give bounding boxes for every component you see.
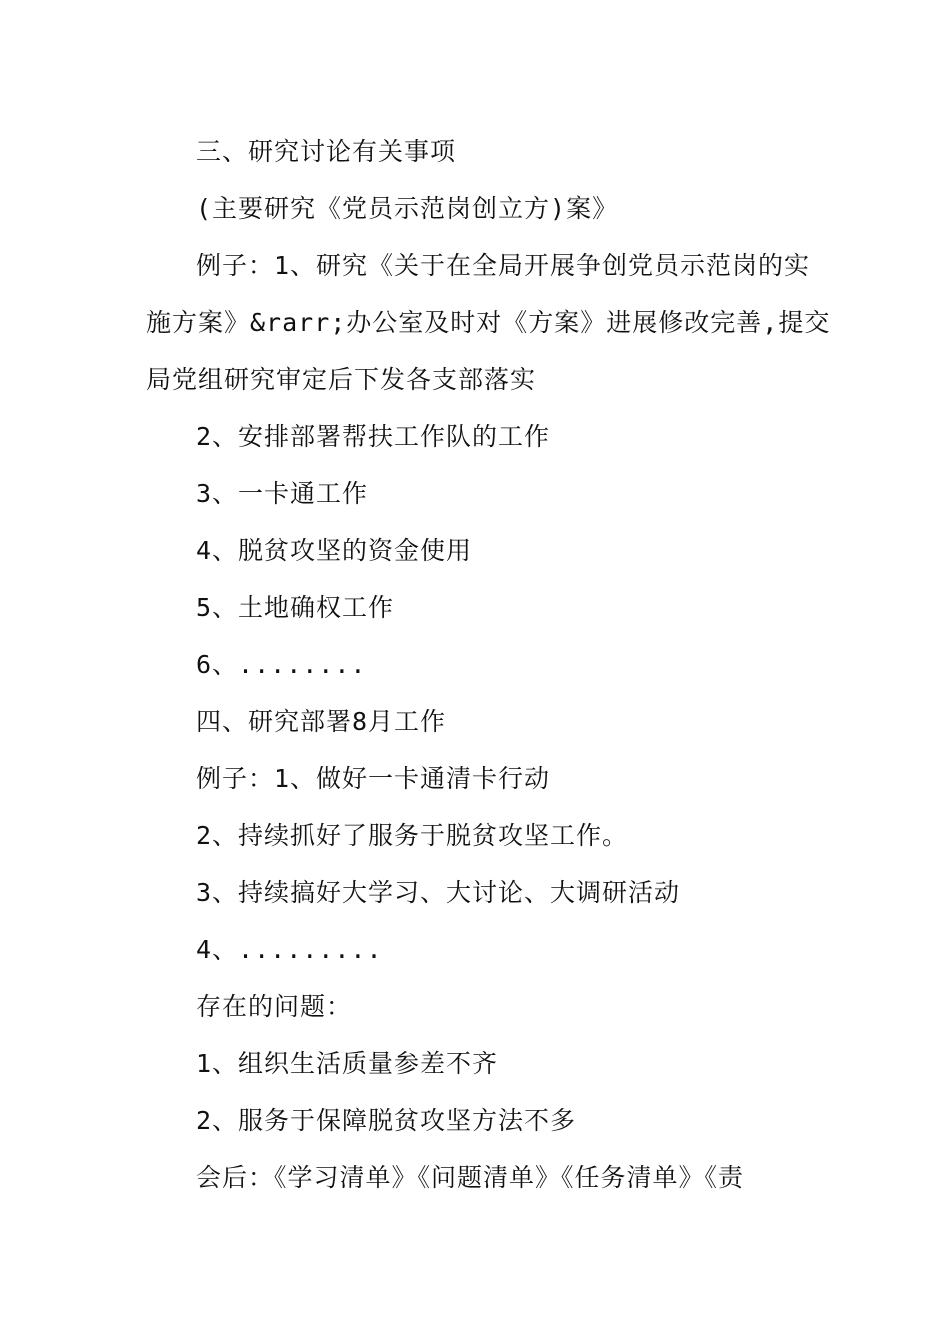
paragraph-line: 例子：1、研究《关于在全局开展争创党员示范岗的实 — [196, 251, 811, 280]
list-item: 6、........ — [196, 650, 367, 679]
list-item: 1、组织生活质量参差不齐 — [196, 1049, 499, 1078]
paragraph-line: 局党组研究审定后下发各支部落实 — [146, 365, 537, 394]
section-heading-problems: 存在的问题： — [196, 992, 353, 1021]
list-item: 2、安排部署帮扶工作队的工作 — [196, 422, 551, 451]
list-item: 2、服务于保障脱贫攻坚方法不多 — [196, 1106, 577, 1135]
list-item: 2、持续抓好了服务于脱贫攻坚工作。 — [196, 821, 629, 850]
paragraph-line: 会后：《学习清单》《问题清单》《任务清单》《责 — [196, 1163, 745, 1192]
list-item: 4、......... — [196, 935, 383, 964]
paragraph-line: 施方案》&rarr;办公室及时对《方案》进展修改完善,提交 — [146, 308, 831, 337]
list-item: 5、土地确权工作 — [196, 593, 395, 622]
list-item: 例子：1、做好一卡通清卡行动 — [196, 764, 551, 793]
section-heading-4: 四、研究部署8月工作 — [196, 707, 447, 736]
list-item: 3、一卡通工作 — [196, 479, 369, 508]
list-item: 4、脱贫攻坚的资金使用 — [196, 536, 473, 565]
section-heading-3: 三、研究讨论有关事项 — [196, 137, 457, 166]
list-item: 3、持续搞好大学习、大讨论、大调研活动 — [196, 878, 681, 907]
paragraph-line: (主要研究《党员示范岗创立方)案》 — [196, 194, 619, 223]
